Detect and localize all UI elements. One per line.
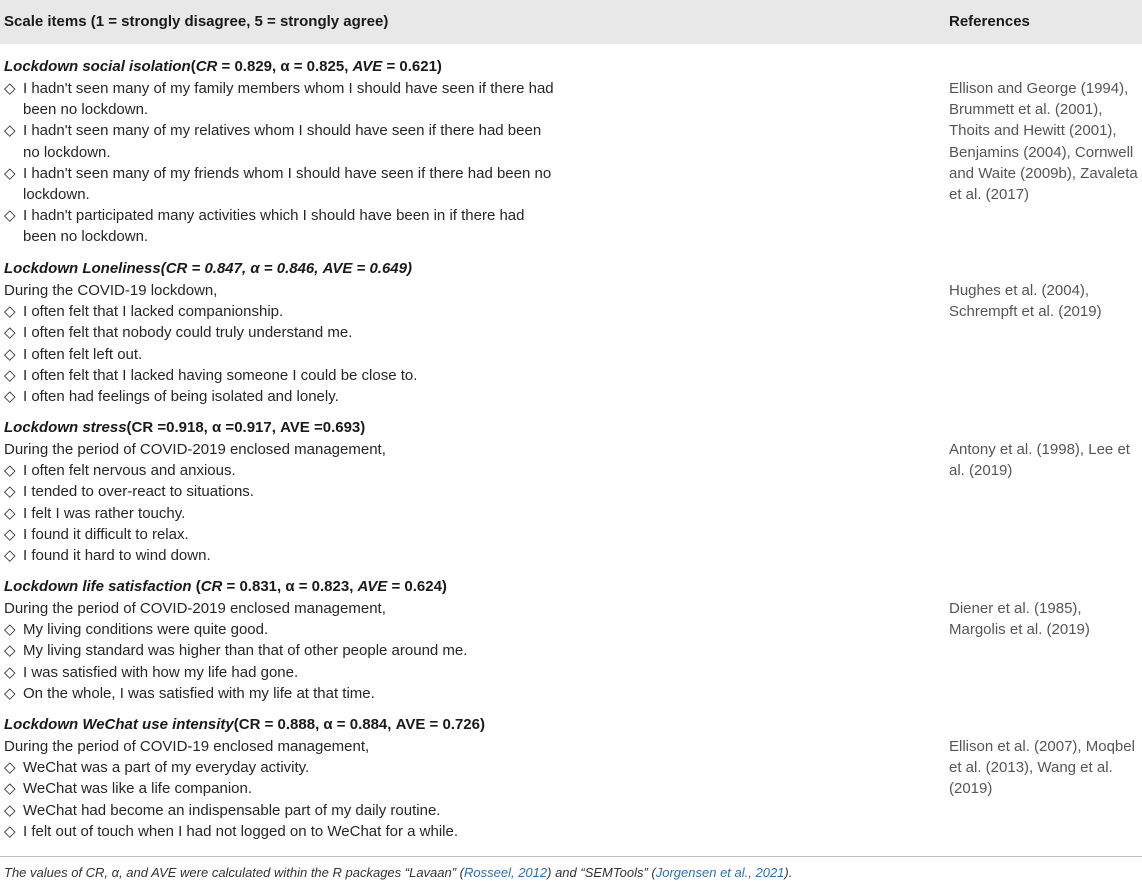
- list-item: ◇ I felt out of touch when I had not logged on to WeChat for a while.: [4, 822, 458, 840]
- item-list: [4, 280, 564, 407]
- section-title: Lockdown Loneliness(CR = 0.847, α = 0.846, AVE = 0.649): [4, 260, 412, 277]
- list-item: ◇ I found it difficult to relax.: [4, 525, 189, 543]
- section-title: Lockdown life satisfaction (CR = 0.831, α = 0.823, AVE = 0.624): [4, 578, 447, 595]
- list-item: ◇ I often felt that nobody could truly understand me.: [4, 324, 353, 342]
- item-list: [4, 598, 564, 704]
- list-item: ◇ I often felt nervous and anxious.: [4, 462, 236, 480]
- item-intro: During the period of COVID-2019 enclosed management,: [4, 600, 386, 617]
- citation-link[interactable]: Rosseel, 2012: [464, 865, 548, 880]
- list-item: ◇ I hadn't seen many of my friends whom I should have seen if there had been no lockdown.: [4, 164, 552, 204]
- section-title: Lockdown stress(CR =0.918, α =0.917, AVE =0.693): [4, 419, 366, 436]
- item-intro: During the COVID-19 lockdown,: [4, 282, 218, 299]
- list-item: ◇ I often felt left out.: [4, 345, 143, 363]
- list-item: ◇ WeChat had become an indispensable part of my daily routine.: [4, 801, 441, 819]
- references-cell: Ellison et al. (2007), Moqbel et al. (2013), Wang et al. (2019): [949, 738, 1135, 798]
- header-scale-items: Scale items (1 = strongly disagree, 5 = strongly agree): [4, 13, 389, 30]
- list-item: ◇ My living conditions were quite good.: [4, 621, 269, 639]
- references-cell: Diener et al. (1985), Margolis et al. (2019): [949, 600, 1090, 639]
- item-intro: During the period of COVID-2019 enclosed management,: [4, 441, 386, 458]
- references-cell: Antony et al. (1998), Lee et al. (2019): [949, 441, 1130, 480]
- references-cell: Hughes et al. (2004), Schrempft et al. (2019): [949, 282, 1102, 321]
- item-intro: During the period of COVID-19 enclosed management,: [4, 738, 370, 755]
- list-item: ◇ I was satisfied with how my life had gone.: [4, 663, 299, 681]
- list-item: ◇ I hadn't seen many of my relatives whom I should have seen if there had been no lockdown.: [4, 122, 542, 161]
- section-title: Lockdown WeChat use intensity(CR = 0.888, α = 0.884, AVE = 0.726): [4, 716, 485, 733]
- list-item: ◇ I often felt that I lacked having someone I could be close to.: [4, 366, 418, 384]
- section-title: Lockdown social isolation(CR = 0.829, α = 0.825, AVE = 0.621): [4, 58, 442, 75]
- list-item: ◇ WeChat was like a life companion.: [4, 780, 252, 798]
- list-item: ◇ I hadn't seen many of my family members whom I should have seen if there had been no lockdown.: [4, 80, 554, 119]
- item-list: [4, 78, 564, 248]
- references-cell: Ellison and George (1994), Brummett et al. (2001), Thoits and Hewitt (2001), Benjamins (2004), Cornwell and Waite (2009b), Zavaleta et al. (2017): [949, 80, 1138, 204]
- list-item: ◇ I tended to over-react to situations.: [4, 483, 254, 501]
- item-list: [4, 736, 564, 842]
- citation-link[interactable]: Jorgensen et al., 2021: [655, 865, 785, 880]
- list-item: ◇ My living standard was higher than that of other people around me.: [4, 642, 468, 660]
- header-references: References: [949, 13, 1030, 30]
- table-header: [0, 0, 1142, 44]
- list-item: ◇ I felt I was rather touchy.: [4, 504, 186, 522]
- item-list: [4, 439, 564, 566]
- list-item: ◇ I often had feelings of being isolated and lonely.: [4, 388, 339, 406]
- list-item: ◇ On the whole, I was satisfied with my life at that time.: [4, 684, 375, 702]
- table-footnote: The values of CR, α, and AVE were calculated within the R packages “Lavaan” (Rosseel, 2012) and “SEMTools” (Jorgensen et al., 2021).: [4, 865, 793, 880]
- list-item: ◇ WeChat was a part of my everyday activity.: [4, 759, 310, 777]
- list-item: ◇ I hadn't participated many activities which I should have been in if there had been no lockdown.: [4, 207, 525, 246]
- bottom-rule: [0, 856, 1142, 857]
- list-item: ◇ I found it hard to wind down.: [4, 547, 211, 565]
- list-item: ◇ I often felt that I lacked companionship.: [4, 303, 284, 321]
